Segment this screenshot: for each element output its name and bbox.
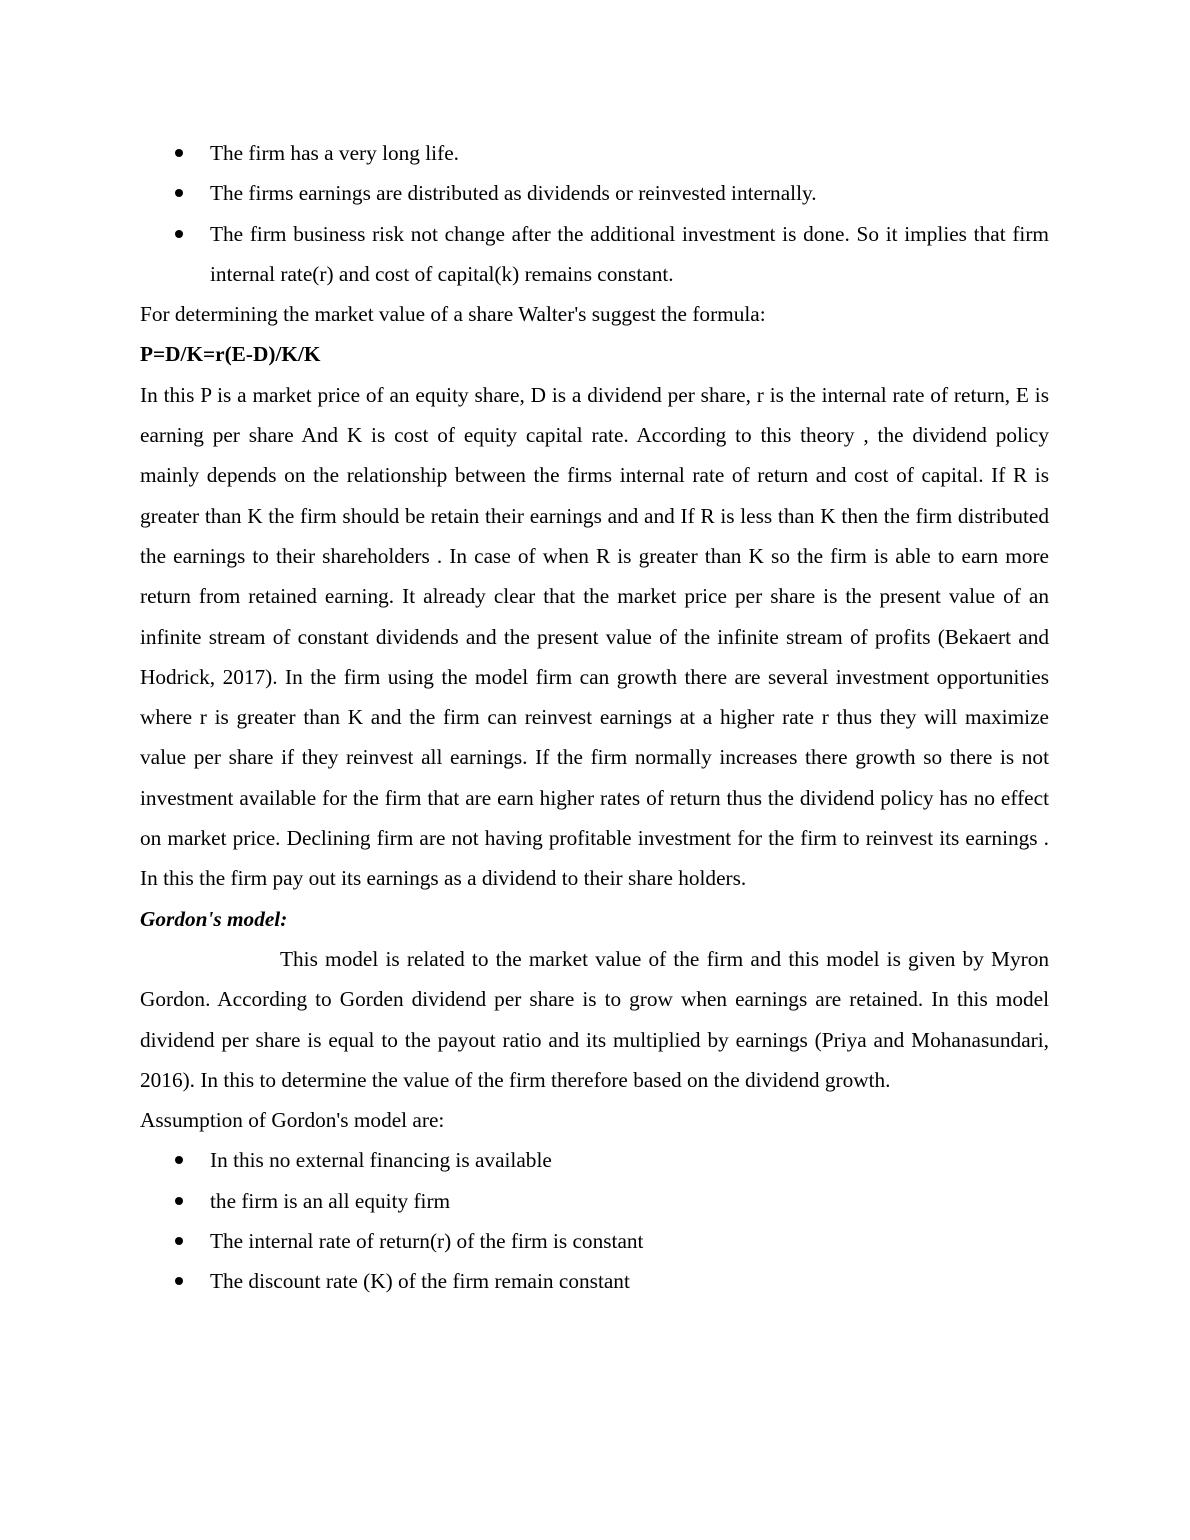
list-item-text: In this no external financing is available xyxy=(210,1148,552,1173)
walter-formula: P=D/K=r(E-D)/K/K xyxy=(140,342,321,367)
gordon-assumptions-list xyxy=(140,1140,1049,1301)
list-item-text: the firm is an all equity firm xyxy=(210,1188,451,1213)
gordon-paragraph: This model is related to the market value of the firm and this model is given by Myron Gordon. According to Gorden dividend per share is to grow when earnings are retained. In this model dividend per share is equal to the payout ratio and its multiplied by earnings (Priya and Mohanasundari, 2016). In this to determine the value of the firm therefore based on the dividend growth. xyxy=(140,946,1049,1092)
list-item-text: The firms earnings are distributed as dividends or reinvested internally. xyxy=(210,181,817,206)
bullet-icon xyxy=(175,230,183,238)
page-content xyxy=(140,133,1049,1302)
list-item-text: The firm business risk not change after the additional investment is done. So it implies that firm internal rate(r) and cost of capital(k) remains constant. xyxy=(210,221,1049,286)
bullet-icon xyxy=(175,149,183,157)
bullet-icon xyxy=(175,1197,183,1205)
list-item xyxy=(140,214,1049,295)
list-item-text: The internal rate of return(r) of the firm is constant xyxy=(210,1229,644,1254)
list-item xyxy=(140,1181,1049,1221)
list-item xyxy=(140,173,1049,213)
bullet-icon xyxy=(175,189,183,197)
list-item xyxy=(140,133,1049,173)
walter-assumptions-list xyxy=(140,133,1049,294)
list-item-text: The firm has a very long life. xyxy=(210,141,459,165)
list-item xyxy=(140,1261,1049,1301)
list-item xyxy=(140,1140,1049,1180)
assumption-intro: Assumption of Gordon's model are: xyxy=(140,1108,445,1133)
walter-paragraph: In this P is a market price of an equity share, D is a dividend per share, r is the internal rate of return, E is earning per share And K is cost of equity capital rate. According to this theory , the dividend policy mainly depends on the relationship between the firms internal rate of return and cost of capital. If R is greater than K the firm should be retain their earnings and and If R is less than K then the firm distributed the earnings to their shareholders . In case of when R is greater than K so the firm is able to earn more return from retained earning. It already clear that the market price per share is the present value of an infinite stream of constant dividends and the present value of the infinite stream of profits (Bekaert and Hodrick, 2017). In the firm using the model firm can growth there are several investment opportunities where r is greater than K and the firm can reinvest earnings at a higher rate r thus they will maximize value per share if they reinvest all earnings. If the firm normally increases there growth so there is not investment available for the firm that are earn higher rates of return thus the dividend policy has no effect on market price. Declining firm are not having profitable investment for the firm to reinvest its earnings . In this the firm pay out its earnings as a dividend to their share holders. xyxy=(140,382,1049,891)
formula-intro: For determining the market value of a share Walter's suggest the formula: xyxy=(140,302,766,327)
bullet-icon xyxy=(175,1277,183,1285)
bullet-icon xyxy=(175,1237,183,1245)
list-item xyxy=(140,1221,1049,1261)
gordon-heading: Gordon's model: xyxy=(140,906,288,931)
bullet-icon xyxy=(175,1156,183,1164)
list-item-text: The discount rate (K) of the firm remain constant xyxy=(210,1269,630,1294)
